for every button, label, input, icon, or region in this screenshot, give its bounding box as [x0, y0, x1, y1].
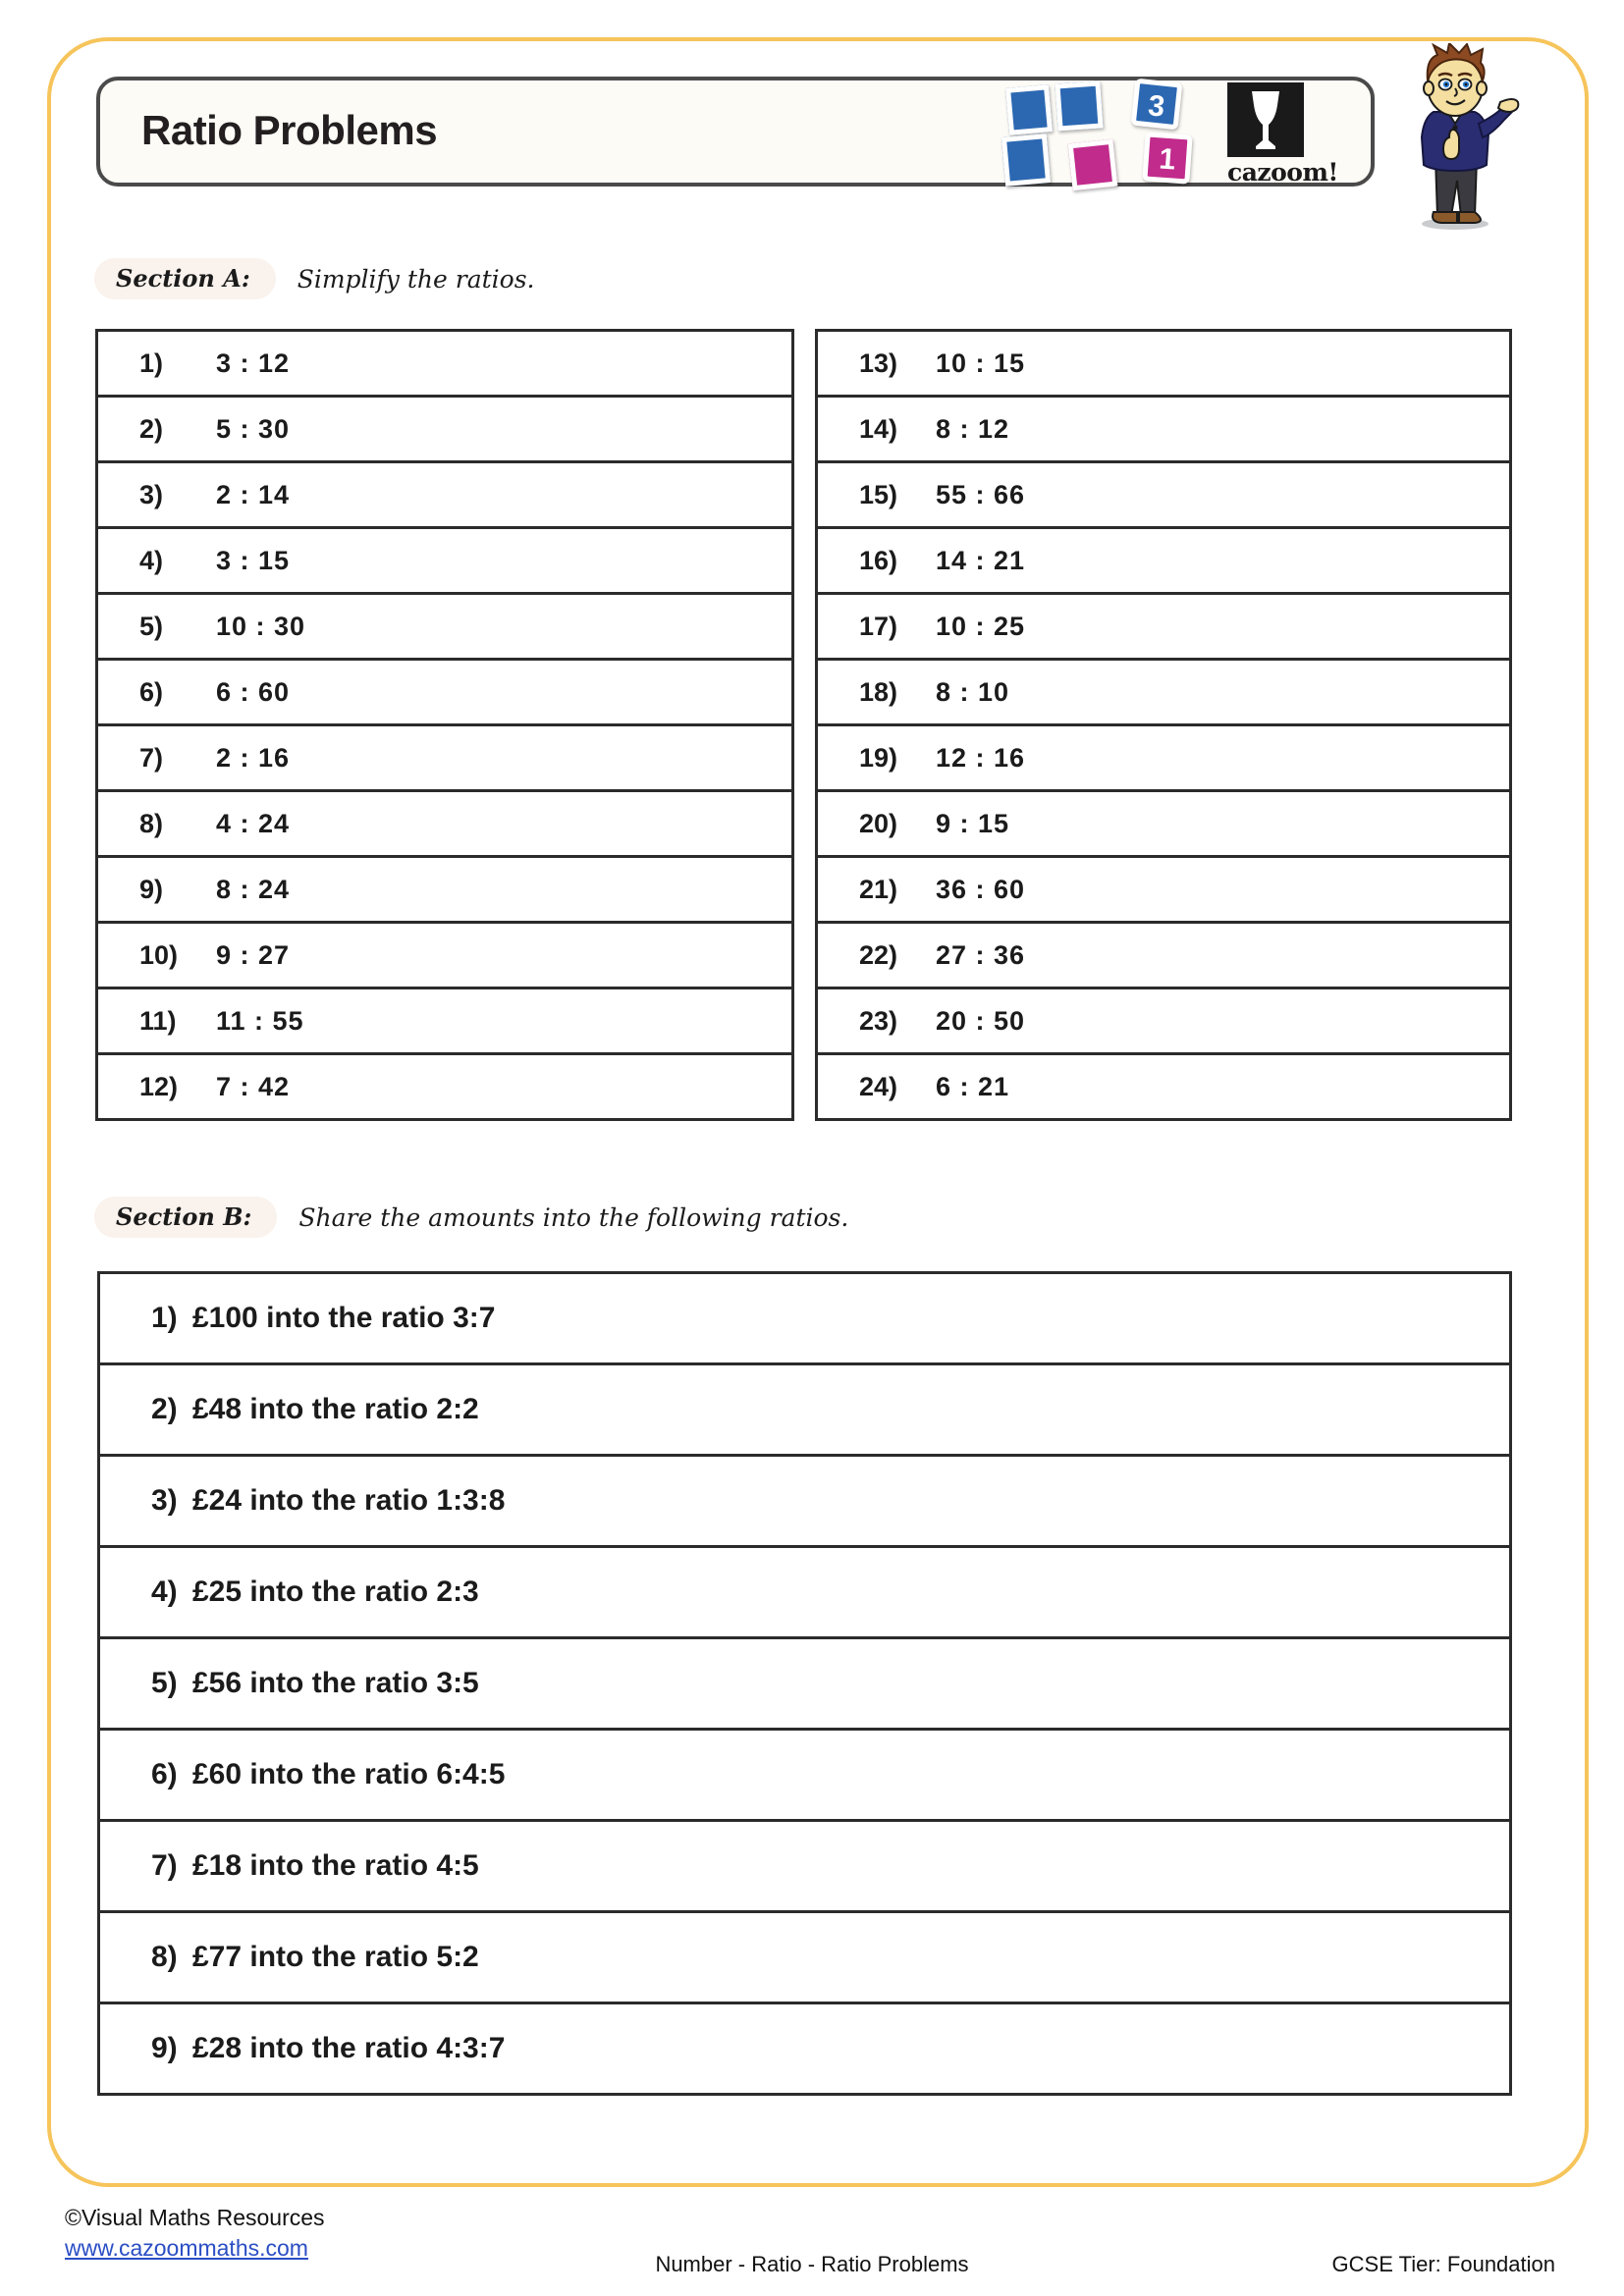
question-text: £100 into the ratio 3:7 — [192, 1302, 496, 1334]
question-number: 24) — [859, 1071, 898, 1101]
question-ratio: 10 : 30 — [216, 611, 306, 641]
question-number: 8) — [139, 808, 164, 838]
section-a-left-table — [95, 329, 794, 1121]
question-number: 11) — [139, 1005, 177, 1036]
question-number: 15) — [859, 479, 898, 509]
cazoom-wordmark: cazoom! — [1227, 158, 1338, 187]
share-question-row — [100, 1731, 1509, 1822]
question-row — [98, 529, 791, 595]
question-row — [98, 661, 791, 726]
question-number: 18) — [859, 676, 898, 707]
question-ratio: 6 : 21 — [936, 1071, 1010, 1101]
question-ratio: 2 : 16 — [216, 742, 291, 773]
share-question-row — [100, 1365, 1509, 1457]
share-question-row — [100, 1639, 1509, 1731]
cazoom-brand-mark — [1227, 82, 1338, 187]
question-row — [98, 989, 791, 1055]
question-row — [818, 858, 1509, 924]
question-number: 4) — [151, 1575, 178, 1608]
question-ratio: 9 : 27 — [216, 939, 291, 970]
section-a-label: Section A: — [94, 258, 276, 299]
question-text: £56 into the ratio 3:5 — [192, 1667, 479, 1699]
mascot-boy-icon — [1394, 43, 1524, 232]
section-a-right-table — [815, 329, 1512, 1121]
question-number: 3) — [151, 1484, 178, 1517]
logo-tile-blue-1 — [1005, 84, 1053, 135]
question-row — [818, 924, 1509, 989]
question-number: 6) — [139, 676, 164, 707]
question-row — [98, 1055, 791, 1121]
goblet-glyph — [1249, 89, 1282, 150]
section-a-instruction: Simplify the ratios. — [297, 264, 535, 294]
page-footer — [0, 2203, 1624, 2296]
question-number: 1) — [139, 347, 164, 378]
question-text: £18 into the ratio 4:5 — [192, 1849, 479, 1882]
footer-breadcrumb: Number - Ratio - Ratio Problems — [655, 2252, 969, 2276]
question-ratio: 8 : 12 — [936, 413, 1010, 444]
question-row — [98, 463, 791, 529]
question-ratio: 3 : 12 — [216, 347, 291, 378]
question-number: 16) — [859, 545, 898, 575]
question-number: 9) — [151, 2032, 178, 2064]
question-number: 7) — [139, 742, 164, 773]
question-row — [818, 332, 1509, 398]
question-text: £24 into the ratio 1:3:8 — [192, 1484, 506, 1517]
section-b-instruction: Share the amounts into the following ratios. — [298, 1202, 849, 1232]
question-number: 17) — [859, 611, 898, 641]
question-number: 23) — [859, 1005, 898, 1036]
question-row — [818, 1055, 1509, 1121]
footer-website-link[interactable]: www.cazoommaths.com — [65, 2235, 308, 2262]
question-ratio: 12 : 16 — [936, 742, 1026, 773]
question-row — [818, 989, 1509, 1055]
question-row — [98, 792, 791, 858]
share-question-row — [100, 2004, 1509, 2096]
question-number: 13) — [859, 347, 898, 378]
question-ratio: 10 : 25 — [936, 611, 1026, 641]
section-b-label: Section B: — [94, 1197, 277, 1238]
question-row — [818, 726, 1509, 792]
question-ratio: 6 : 60 — [216, 676, 291, 707]
question-number: 5) — [151, 1667, 178, 1699]
logo-tile-number-3: 3 — [1131, 79, 1183, 131]
question-ratio: 20 : 50 — [936, 1005, 1026, 1036]
question-ratio: 5 : 30 — [216, 413, 291, 444]
share-question-row — [100, 1548, 1509, 1639]
logo-tile-blue-2 — [1055, 80, 1103, 131]
question-ratio: 55 : 66 — [936, 479, 1026, 509]
question-row — [818, 463, 1509, 529]
question-ratio: 9 : 15 — [936, 808, 1010, 838]
question-ratio: 10 : 15 — [936, 347, 1026, 378]
question-row — [818, 398, 1509, 463]
share-question-row — [100, 1822, 1509, 1913]
question-number: 6) — [151, 1758, 178, 1790]
logo-tile-magenta — [1068, 139, 1118, 191]
question-text: £60 into the ratio 6:4:5 — [192, 1758, 506, 1790]
question-number: 20) — [859, 808, 898, 838]
question-row — [818, 661, 1509, 726]
question-ratio: 27 : 36 — [936, 939, 1026, 970]
share-question-row — [100, 1457, 1509, 1548]
question-number: 19) — [859, 742, 898, 773]
question-row — [98, 595, 791, 661]
footer-copyright: ©Visual Maths Resources — [65, 2205, 325, 2230]
question-number: 5) — [139, 611, 164, 641]
question-ratio: 2 : 14 — [216, 479, 291, 509]
page-title: Ratio Problems — [141, 107, 438, 154]
question-ratio: 3 : 15 — [216, 545, 291, 575]
question-number: 21) — [859, 874, 898, 904]
section-a-heading — [94, 257, 534, 300]
question-number: 14) — [859, 413, 898, 444]
question-row — [98, 726, 791, 792]
question-row — [98, 398, 791, 463]
question-number: 3) — [139, 479, 164, 509]
question-number: 10) — [139, 939, 179, 970]
footer-tier: GCSE Tier: Foundation — [1331, 2252, 1555, 2276]
section-b-table — [97, 1271, 1512, 2096]
question-ratio: 8 : 24 — [216, 874, 291, 904]
question-ratio: 14 : 21 — [936, 545, 1026, 575]
question-row — [98, 924, 791, 989]
section-b-heading — [94, 1196, 848, 1239]
question-number: 2) — [151, 1393, 178, 1425]
question-ratio: 4 : 24 — [216, 808, 291, 838]
question-row — [818, 595, 1509, 661]
question-number: 2) — [139, 413, 164, 444]
question-number: 12) — [139, 1071, 179, 1101]
question-ratio: 8 : 10 — [936, 676, 1010, 707]
question-number: 7) — [151, 1849, 178, 1882]
share-question-row — [100, 1913, 1509, 2004]
question-row — [98, 858, 791, 924]
question-text: £28 into the ratio 4:3:7 — [192, 2032, 506, 2064]
question-number: 22) — [859, 939, 898, 970]
question-ratio: 7 : 42 — [216, 1071, 291, 1101]
logo-tile-blue-3 — [1001, 133, 1051, 187]
share-question-row — [100, 1274, 1509, 1365]
question-text: £48 into the ratio 2:2 — [192, 1393, 479, 1425]
question-number: 4) — [139, 545, 164, 575]
cazoom-logo — [1001, 75, 1375, 192]
question-row — [98, 332, 791, 398]
question-row — [818, 792, 1509, 858]
question-ratio: 36 : 60 — [936, 874, 1026, 904]
question-text: £25 into the ratio 2:3 — [192, 1575, 479, 1608]
logo-tile-number-1: 1 — [1142, 132, 1192, 184]
question-number: 9) — [139, 874, 164, 904]
goblet-icon — [1227, 82, 1304, 157]
question-number: 8) — [151, 1941, 178, 1973]
question-ratio: 11 : 55 — [216, 1005, 304, 1036]
question-row — [818, 529, 1509, 595]
question-number: 1) — [151, 1302, 178, 1334]
question-text: £77 into the ratio 5:2 — [192, 1941, 479, 1973]
